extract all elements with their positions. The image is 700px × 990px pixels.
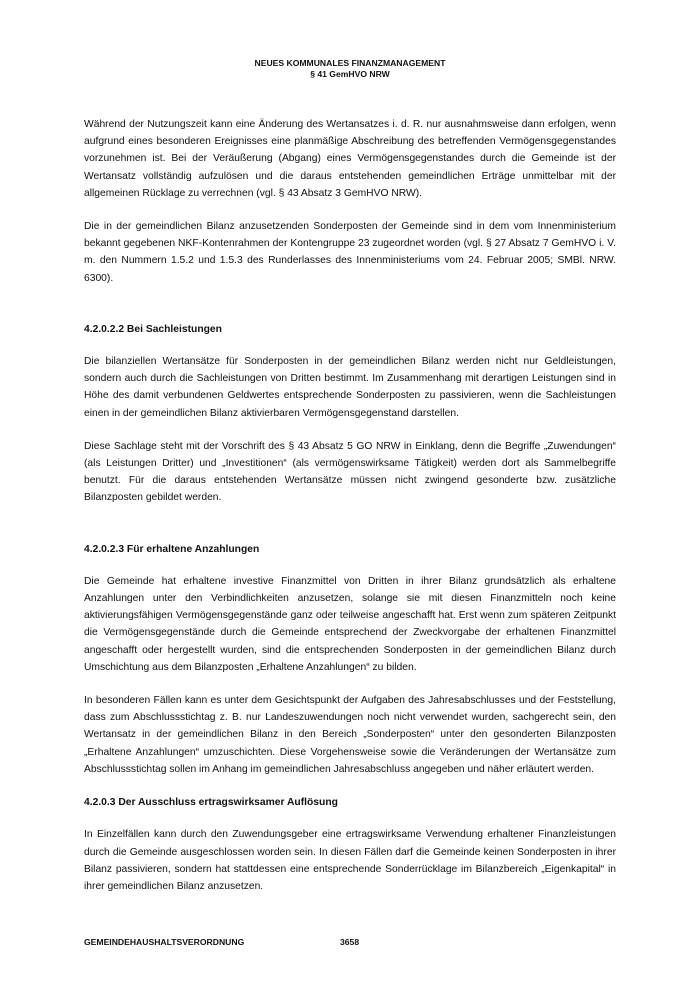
page-footer [84,937,360,948]
paragraph: In Einzelfällen kann durch den Zuwendungsgeber eine ertragswirksame Verwendung erhaltener Finanzleistungen durch die Gemeinde ausgeschlossen worden sein. In diesen Fällen darf die Gemeinde keinen Sonderposten in ihrer Bilanz passivieren, sondern hat stattdessen eine entsprechende Sonderrücklage im Bilanzbereich „Eigenkapital“ in ihrer gemeindlichen Bilanz anzusetzen. [84,829,616,892]
section-heading: 4.2.0.2.2 Bei Sachleistungen [84,323,222,335]
header-title: NEUES KOMMUNALES FINANZMANAGEMENT [254,58,446,68]
paragraph: In besonderen Fällen kann es unter dem Gesichtspunkt der Aufgaben des Jahresabschlusses und der Feststellung, dass zum Abschlussstichtag z. B. nur Landeszuwendungen noch nicht verwendet wurden, sachgerecht sein, den Wertansatz in der gemeindlichen Bilanz in den Bereich „Sonderposten“ unter den gesonderten Bilanzposten „Erhaltene Anzahlungen“ umzuschichten. Diese Vorgehensweise sowie die Veränderungen der Wertansätze zum Abschlussstichtag sollen im Anhang im gemeindlichen Jahresabschluss angegeben und näher erläutert werden. [84,695,616,775]
section-heading: 4.2.0.3 Der Ausschluss ertragswirksamer Auflösung [84,797,338,809]
header-subtitle: § 41 GemHVO NRW [310,69,390,79]
page-header [0,58,700,80]
document-body [84,116,616,911]
paragraph: Diese Sachlage steht mit der Vorschrift des § 43 Absatz 5 GO NRW in Einklang, denn die Begriffe „Zuwendungen“ (als Leistungen Dritter) und „Investitionen“ (als vermögenswirksame Tätigkeit) werden dort als Sammelbegriffe benutzt. Für die daraus entstehenden Wertansätze müssen nicht zwingend gesonderte bzw. zusätzliche Bilanzposten gebildet werden. [84,440,616,504]
paragraph: Während der Nutzungszeit kann eine Änderung des Wertansatzes i. d. R. nur ausnahmsweise dann erfolgen, wenn aufgrund eines besonderen Ereignisses eine planmäßige Abschreibung des betreffenden Vermögensgegenstandes vorzunehmen ist. Bei der Veräußerung (Abgang) eines Vermögensgegenstandes durch die Gemeinde ist der Wertansatz vollständig aufzulösen und die daraus entstehenden gemeindlichen Erträge unmittelbar mit der allgemeinen Rücklage zu verrechnen (vgl. § 43 Absatz 3 GemHVO NRW). [84,119,616,199]
paragraph: Die Gemeinde hat erhaltene investive Finanzmittel von Dritten in ihrer Bilanz grundsätzlich als erhaltene Anzahlungen unter den Verbindlichkeiten anzusetzen, solange sie mit diesen Finanzmitteln noch keine aktivierungsfähigen Vermögensgegenstände ganz oder teilweise angeschafft hat. Erst wenn zum späteren Zeitpunkt die Vermögensgegenstände durch die Gemeinde entsprechend der Zweckvorgabe der erhaltenen Finanzmittel angeschafft oder hergestellt wurden, sind die entsprechenden Sonderposten in der gemeindlichen Bilanz durch Umschichtung aus dem Bilanzposten „Erhaltene Anzahlungen“ zu bilden. [84,575,616,673]
section-heading: 4.2.0.2.3 Für erhaltene Anzahlungen [84,543,260,555]
page-number: 3658 [340,937,360,947]
paragraph: Die in der gemeindlichen Bilanz anzusetzenden Sonderposten der Gemeinde sind in dem vom Innenministerium bekannt gegebenen NKF-Kontenrahmen der Kontengruppe 23 zugeordnet worden (vgl. § 27 Absatz 7 GemHVO i. V. m. den Nummern 1.5.2 und 1.5.3 des Runderlasses des Innenministeriums vom 24. Februar 2005; SMBl. NRW. 6300). [84,221,616,284]
footer-title: GEMEINDEHAUSHALTSVERORDNUNG [84,937,245,947]
paragraph: Die bilanziellen Wertansätze für Sonderposten in der gemeindlichen Bilanz werden nicht nur Geldleistungen, sondern auch durch die Sachleistungen von Dritten bestimmt. Im Zusammenhang mit derartigen Leistungen sind in Höhe des damit verbundenen Geldwertes entsprechende Sonderposten zu passivieren, wenn die Sachleistungen einen in der gemeindlichen Bilanz aktivierbaren Vermögensgegenstand darstellen. [84,356,616,419]
